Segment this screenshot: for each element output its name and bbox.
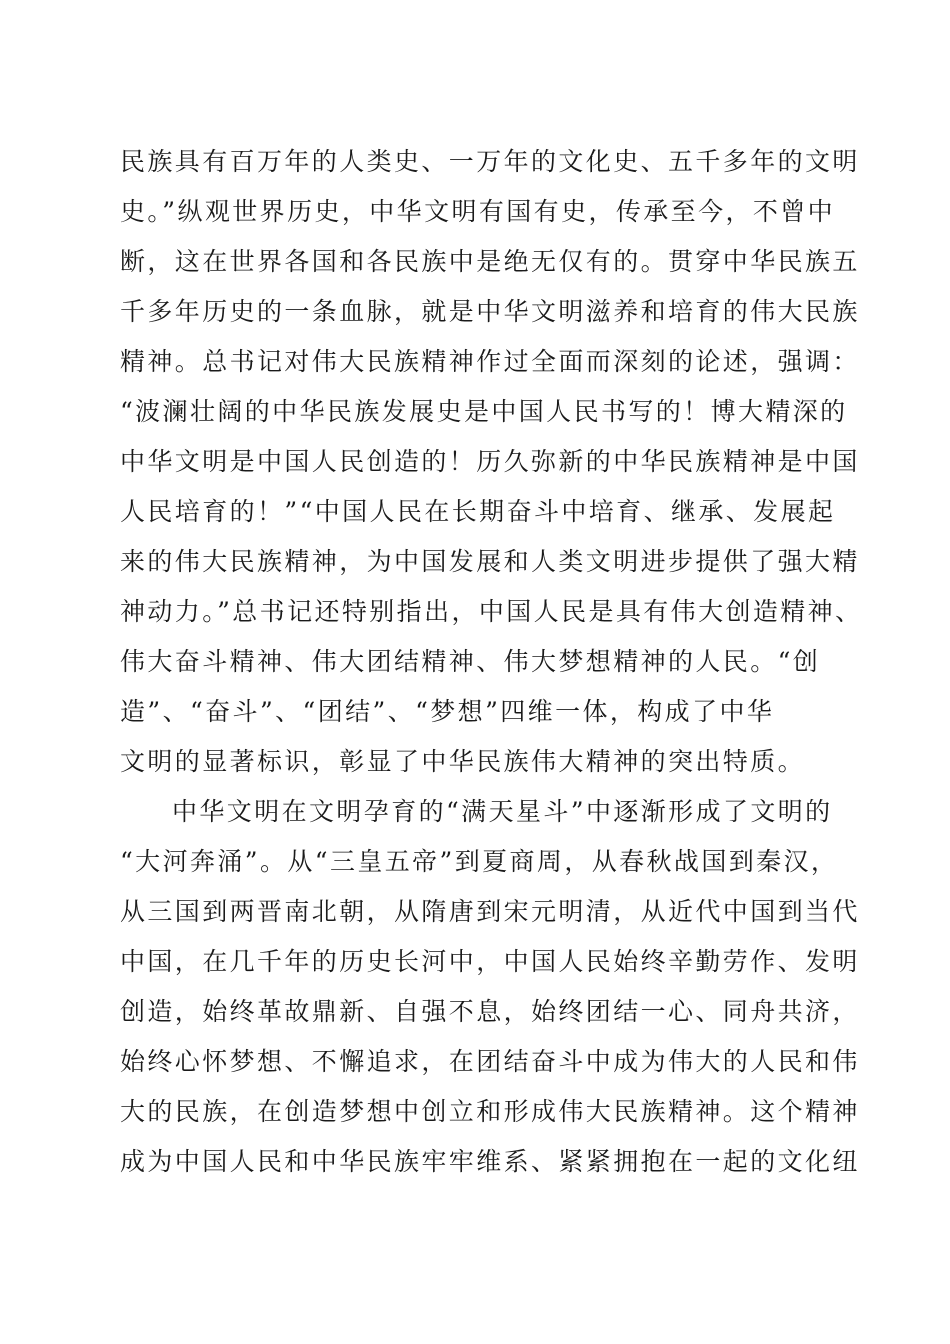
text-line: “大河奔涌”。从“三皇五帝”到夏商周，从春秋战国到秦汉， <box>120 847 839 876</box>
text-line: 文明的显著标识，彰显了中华民族伟大精神的突出特质。 <box>120 747 806 776</box>
text-line: 中华文明是中国人民创造的！历久弥新的中华民族精神是中国 <box>120 447 860 476</box>
text-line: 来的伟大民族精神，为中国发展和人类文明进步提供了强大精 <box>120 547 860 576</box>
text-line: 民族具有百万年的人类史、一万年的文化史、五千多年的文明 <box>120 147 860 176</box>
text-line: 精神。总书记对伟大民族精神作过全面而深刻的论述，强调： <box>120 347 860 376</box>
text-line: 神动力。”总书记还特别指出，中国人民是具有伟大创造精神、 <box>120 597 863 626</box>
text-line: 造”、“奋斗”、“团结”、“梦想”四维一体，构成了中华 <box>120 697 775 726</box>
text-line: “波澜壮阔的中华民族发展史是中国人民书写的！博大精深的 <box>120 397 848 426</box>
text-line: 始终心怀梦想、不懈追求，在团结奋斗中成为伟大的人民和伟 <box>120 1047 860 1076</box>
text-line: 人民培育的！”“中国人民在长期奋斗中培育、继承、发展起 <box>120 497 836 526</box>
text-line: 创造，始终革故鼎新、自强不息，始终团结一心、同舟共济， <box>120 997 860 1026</box>
text-line: 伟大奋斗精神、伟大团结精神、伟大梦想精神的人民。“创 <box>120 647 821 676</box>
text-line: 史。”纵观世界历史，中华文明有国有史，传承至今，不曾中 <box>120 197 836 226</box>
text-line: 断，这在世界各国和各民族中是绝无仅有的。贯穿中华民族五 <box>120 247 860 276</box>
text-line: 中华文明在文明孕育的“满天星斗”中逐渐形成了文明的 <box>172 797 833 826</box>
text-line: 大的民族，在创造梦想中创立和形成伟大民族精神。这个精神 <box>120 1097 860 1126</box>
text-line: 成为中国人民和中华民族牢牢维系、紧紧拥抱在一起的文化纽 <box>120 1147 860 1176</box>
text-line: 从三国到两晋南北朝，从隋唐到宋元明清，从近代中国到当代 <box>120 897 860 926</box>
text-line: 千多年历史的一条血脉，就是中华文明滋养和培育的伟大民族 <box>120 297 860 326</box>
text-line: 中国，在几千年的历史长河中，中国人民始终辛勤劳作、发明 <box>120 947 860 976</box>
